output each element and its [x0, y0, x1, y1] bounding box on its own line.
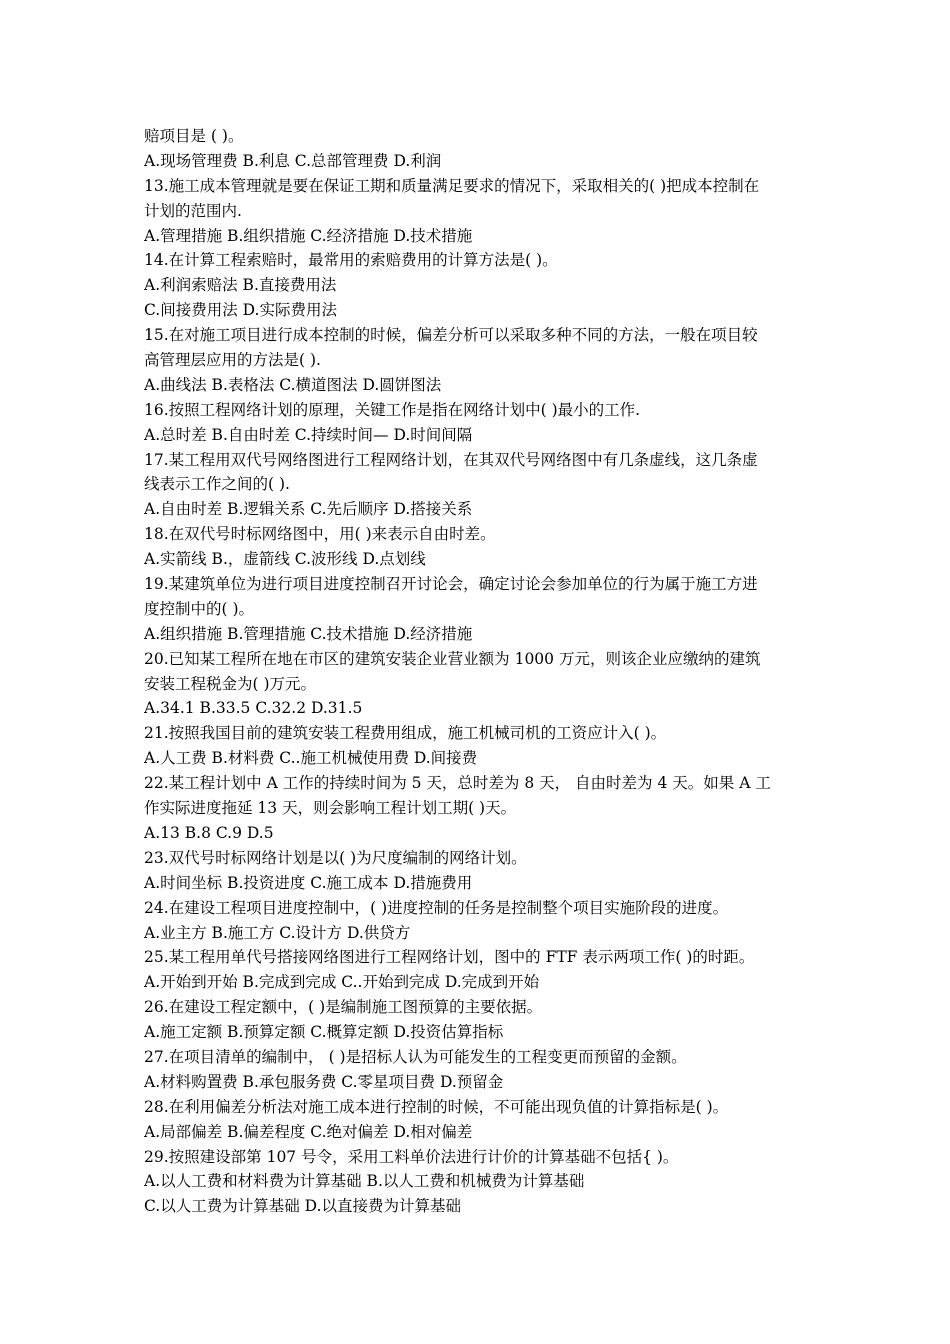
text-line: 27.在项目清单的编制中， ( )是招标人认为可能发生的工程变更而预留的金额。: [144, 1047, 687, 1066]
text-line: A.利润索赔法 B.直接费用法: [144, 276, 337, 295]
text-line: 15.在对施工项目进行成本控制的时候，偏差分析可以采取多种不同的方法，一般在项目较: [144, 326, 758, 345]
text-line: A.自由时差 B.逻辑关系 C.先后顺序 D.搭接关系: [144, 500, 473, 519]
text-line: 作实际进度拖延 13 天，则会影响工程计划工期( )天。: [144, 799, 517, 818]
text-line: 19.某建筑单位为进行项目进度控制召开讨论会，确定讨论会参加单位的行为属于施工方进: [144, 575, 758, 594]
text-line: 24.在建设工程项目进度控制中，( )进度控制的任务是控制整个项目实施阶段的进度。: [144, 898, 729, 917]
text-line: 18.在双代号时标网络图中，用( )来表示自由时差。: [144, 525, 496, 544]
text-line: A.局部偏差 B.偏差程度 C.绝对偏差 D.相对偏差: [144, 1122, 473, 1141]
text-line: A.实箭线 B.，虚箭线 C.波形线 D.点划线: [144, 550, 426, 569]
document-body: [144, 124, 812, 1219]
text-line: A.材料购置费 B.承包服务费 C.零星项目费 D.预留金: [144, 1072, 504, 1091]
text-line: 20.已知某工程所在地在市区的建筑安装企业营业额为 1000 万元，则该企业应缴纳的建筑: [144, 649, 761, 668]
text-line: A.时间坐标 B.投资进度 C.施工成本 D.措施费用: [144, 873, 473, 892]
text-line: 度控制中的( )。: [144, 599, 255, 618]
text-line: 26.在建设工程定额中，( )是编制施工图预算的主要依据。: [144, 998, 543, 1017]
text-line: A.曲线法 B.表格法 C.横道图法 D.圆饼图法: [144, 375, 442, 394]
text-line: 线表示工作之间的( ).: [144, 475, 290, 494]
text-line: A.以人工费和材料费为计算基础 B.以人工费和机械费为计算基础: [144, 1172, 585, 1191]
text-line: 13.施工成本管理就是要在保证工期和质量满足要求的情况下，采取相关的( )把成本控制在: [144, 176, 760, 195]
text-line: C.以人工费为计算基础 D.以直接费为计算基础: [144, 1197, 461, 1216]
text-line: 29.按照建设部第 107 号令，采用工料单价法进行计价的计算基础不包括{ )。: [144, 1147, 679, 1166]
text-line: A.13 B.8 C.9 D.5: [144, 823, 274, 842]
text-line: 赔项目是 ( )。: [144, 127, 244, 145]
text-line: A.人工费 B.材料费 C..施工机械使用费 D.间接费: [144, 749, 478, 768]
text-line: A.组织措施 B.管理措施 C.技术措施 D.经济措施: [144, 624, 473, 643]
text-line: 22.某工程计划中 A 工作的持续时间为 5 天，总时差为 8 天， 自由时差为 4 天。如果 A 工: [144, 774, 771, 793]
text-line: A.施工定额 B.预算定额 C.概算定额 D.投资估算指标: [144, 1023, 504, 1042]
text-line: 高管理层应用的方法是( ).: [144, 351, 321, 370]
text-line: 25.某工程用单代号搭接网络图进行工程网络计划，图中的 FTF 表示两项工作( )的时距。: [144, 948, 755, 967]
text-line: 23.双代号时标网络计划是以( )为尺度编制的网络计划。: [144, 848, 527, 867]
text-line: 16.按照工程网络计划的原理，关键工作是指在网络计划中( )最小的工作.: [144, 400, 641, 419]
text-line: 14.在计算工程索赔时，最常用的索赔费用的计算方法是( )。: [144, 251, 558, 270]
text-line: A.总时差 B.自由时差 C.持续时间— D.时间间隔: [144, 425, 473, 444]
text-line: C.间接费用法 D.实际费用法: [144, 301, 337, 320]
text-line: 17.某工程用双代号网络图进行工程网络计划，在其双代号网络图中有几条虚线，这几条虚: [144, 450, 758, 469]
text-line: 21.按照我国目前的建筑安装工程费用组成，施工机械司机的工资应计入( )。: [144, 724, 667, 743]
text-line: 安装工程税金为( )万元。: [144, 674, 317, 693]
text-line: A.现场管理费 B.利息 C.总部管理费 D.利润: [144, 151, 442, 170]
text-line: A.管理措施 B.组织措施 C.经济措施 D.技术措施: [144, 226, 473, 245]
text-line: A.开始到开始 B.完成到完成 C..开始到完成 D.完成到开始: [144, 973, 540, 992]
text-line: 28.在利用偏差分析法对施工成本进行控制的时候，不可能出现负值的计算指标是( )。: [144, 1097, 729, 1116]
text-line: A.34.1 B.33.5 C.32.2 D.31.5: [144, 699, 363, 718]
text-line: 计划的范围内.: [144, 201, 242, 220]
text-line: A.业主方 B.施工方 C.设计方 D.供贷方: [144, 923, 411, 942]
